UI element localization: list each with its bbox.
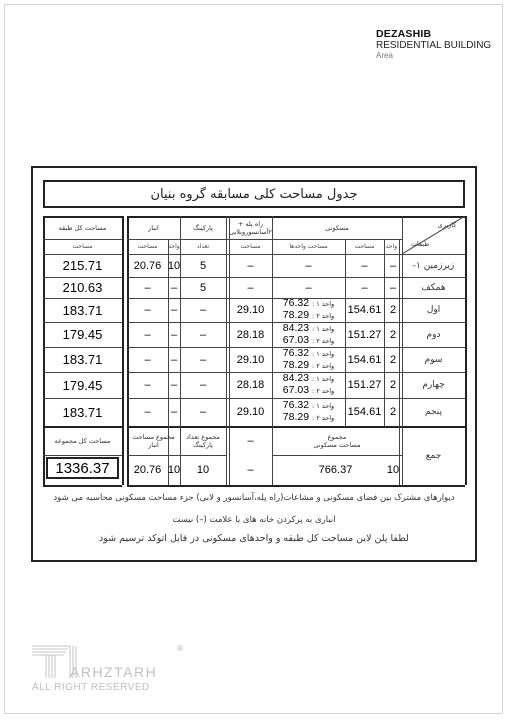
total-floor-cell: 210.63 <box>62 280 103 295</box>
unit-1-area-value: 76.32 <box>282 399 310 411</box>
block-end-main <box>127 485 465 487</box>
block-total-right <box>122 216 124 485</box>
floor-name-cell: زیرزمین ۱- <box>412 260 455 271</box>
registered-mark: ® <box>176 644 184 653</box>
note-2: انباری به پرکردن خانه های با علامت (–) نیست <box>172 515 336 525</box>
res-total-label: مجموع مساحت مسکونی <box>313 432 361 449</box>
unit-areas-cell: – <box>305 281 312 294</box>
unit-areas-cell <box>272 298 345 322</box>
total-floor-cell: 183.71 <box>62 352 103 367</box>
header-storage-area: مساحت <box>137 243 158 250</box>
header-storage: انبار <box>148 223 159 232</box>
floor-name-cell: دوم <box>426 329 441 340</box>
header-count: واحد <box>385 243 398 250</box>
sum-label: جمع <box>425 450 442 461</box>
stairs-total-value: – <box>247 464 254 476</box>
unit-count-cell: 2 <box>389 406 397 418</box>
block-right <box>465 216 467 485</box>
floor-name-cell: سوم <box>424 354 443 365</box>
grand-total-label: مساحت کل مجموعه <box>54 436 111 445</box>
parking-cell: – <box>199 353 207 366</box>
sum-split-total <box>43 455 122 456</box>
unit-1-area-value: 84.23 <box>282 321 310 334</box>
storage-count-cell: 10 <box>167 259 181 272</box>
unit-1-area-label: واحد ۱ : <box>311 402 335 410</box>
storage-count-cell: – <box>170 353 178 366</box>
unit-2-area <box>283 385 334 397</box>
unit-1-area-label: واحد ۱ : <box>311 375 335 383</box>
unit-2-area-label: واحد ۲ : <box>311 387 335 395</box>
unit-count-cell: 2 <box>389 353 397 366</box>
unit-areas-cell: – <box>305 259 312 272</box>
stairs-cell: 28.18 <box>236 328 265 341</box>
logo-rights: ALL RIGHT RESERVED <box>32 682 150 693</box>
unit-count-cell: 2 <box>389 328 397 341</box>
parking-total-value: 10 <box>196 464 210 476</box>
floor-name-cell: همکف <box>421 282 446 293</box>
header-total-area: مساحت <box>72 243 93 250</box>
unit-2-area-value: 78.29 <box>282 411 310 423</box>
stairs-cell: – <box>247 281 254 294</box>
unit-2-area-label: واحد ۲ : <box>311 312 335 320</box>
storage-area-cell: 20.76 <box>133 259 162 272</box>
grand-total-value: 1336.37 <box>46 457 119 479</box>
header-unit-area: مساحت واحدها <box>289 243 328 250</box>
res-area-cell: 154.61 <box>347 353 382 366</box>
storage-count-cell: – <box>170 379 178 391</box>
unit-areas-cell <box>272 347 345 372</box>
res-area-cell: 151.27 <box>347 379 382 391</box>
parking-cell: – <box>199 328 207 341</box>
res-area-cell: – <box>361 259 368 272</box>
stairs-cell: 29.10 <box>236 304 265 316</box>
storage-total-area: 20.76 <box>133 464 162 476</box>
floor-name-cell: اول <box>426 305 441 315</box>
total-floor-cell: 179.45 <box>62 327 103 342</box>
parking-cell: – <box>199 406 207 418</box>
table-title: جدول مساحت کلی مسابقه گروه بنیان <box>43 180 465 208</box>
unit-2-area-value: 67.03 <box>282 333 310 346</box>
unit-2-area <box>283 310 334 322</box>
unit-areas-cell <box>272 398 345 426</box>
parking-cell: 5 <box>199 281 207 294</box>
unit-count-cell: – <box>389 259 397 272</box>
storage-count-cell: – <box>170 328 178 341</box>
project-name: DEZASHIB <box>376 28 432 40</box>
stairs-cell: 29.10 <box>236 353 265 366</box>
unit-1-area-label: واحد ۱ : <box>311 300 335 308</box>
parking-cell: 5 <box>199 259 207 272</box>
parking-cell: – <box>199 304 207 316</box>
units-total-value: 10 <box>386 464 400 476</box>
header-stairs-area: مساحت <box>240 243 261 250</box>
storage-area-cell: – <box>144 328 151 341</box>
sheet-label: Area <box>376 51 393 60</box>
unit-1-area-value: 76.32 <box>282 297 310 309</box>
unit-count-cell: 2 <box>389 379 397 391</box>
storage-area-cell: – <box>144 304 151 316</box>
stairs-cell: – <box>247 259 254 272</box>
unit-2-area <box>283 360 334 372</box>
storage-total-count: 10 <box>167 464 181 476</box>
unit-2-area-value: 67.03 <box>282 384 310 396</box>
unit-count-cell: 2 <box>389 304 397 316</box>
header-floors: طبقات <box>410 240 430 248</box>
note-1: دیوارهای مشترک بین فضای مسکونی و مشاعات(راه پله،آسانسور و لابی) جزء مساحت مسکونی محاسبه می شود <box>53 493 455 503</box>
logo <box>30 642 185 692</box>
unit-areas-cell <box>272 372 345 398</box>
parking-total-label: مجموع تعداد پارکینگ <box>186 432 220 449</box>
unit-2-area-label: واحد ۲ : <box>311 414 335 422</box>
unit-count-cell: – <box>389 281 397 294</box>
storage-total-label: مجموع مساحت انبار <box>132 432 175 449</box>
unit-1-area-value: 76.32 <box>282 346 310 359</box>
res-area-cell: 151.27 <box>347 328 382 341</box>
unit-2-area-value: 78.29 <box>282 309 310 321</box>
stairs-cell: 29.10 <box>236 406 265 418</box>
col-line-2 <box>226 216 227 426</box>
unit-2-area <box>283 335 334 347</box>
title-block <box>376 28 491 61</box>
stairs-cell: 28.18 <box>236 379 265 391</box>
unit-1-area-label: واحد ۱ : <box>311 349 335 358</box>
total-floor-cell: 183.71 <box>62 404 103 420</box>
floor-name-cell: چهارم <box>422 380 445 390</box>
unit-1-area-value: 84.23 <box>282 372 310 384</box>
unit-1-area-label: واحد ۱ : <box>311 324 335 333</box>
unit-2-area <box>283 412 334 424</box>
floor-name-cell: پنجم <box>424 407 443 417</box>
unit-2-area-value: 78.29 <box>282 358 310 371</box>
storage-area-cell: – <box>144 281 151 294</box>
unit-2-area-label: واحد ۲ : <box>311 361 335 370</box>
storage-count-cell: – <box>170 281 178 294</box>
storage-count-cell: – <box>170 406 178 418</box>
parking-cell: – <box>199 379 207 391</box>
res-area-cell: 154.61 <box>347 406 382 418</box>
header-parking-count: تعداد <box>196 243 210 250</box>
res-area-cell: – <box>361 281 368 294</box>
note-3: لطفا پلن لاین مساحت کل طبقه و واحدهای مسکونی در فایل اتوکد ترسیم شود <box>99 533 409 544</box>
header-storage-count: واحد <box>168 243 180 250</box>
sum-col-line-2 <box>226 426 227 485</box>
project-subtitle: RESIDENTIAL BUILDING <box>376 40 492 51</box>
header-parking: پارکینگ <box>193 223 213 232</box>
header-stairs: راه پله + ۲آسانسوروبلابی <box>229 219 272 236</box>
header-res-area: مساحت <box>354 243 375 250</box>
stairs-total-label: – <box>247 434 254 447</box>
unit-2-area-label: واحد ۲ : <box>311 336 335 345</box>
storage-count-cell: – <box>170 304 178 316</box>
storage-area-cell: – <box>144 379 151 391</box>
storage-area-cell: – <box>144 406 151 418</box>
storage-area-cell: – <box>144 353 151 366</box>
logo-brand: ARHZTARH <box>70 664 158 680</box>
block-end-total <box>43 485 122 487</box>
total-floor-cell: 215.71 <box>62 258 103 273</box>
unit-areas-cell <box>272 322 345 347</box>
total-floor-cell: 179.45 <box>62 377 103 393</box>
header-usage: کاربری <box>437 221 457 229</box>
total-floor-cell: 183.71 <box>62 302 103 318</box>
header-residential: مسکونی <box>325 223 349 232</box>
header-total-floor: مساحت کل طبقه <box>58 223 107 232</box>
res-area-cell: 154.61 <box>347 304 382 316</box>
res-total-value: 766.37 <box>318 464 353 476</box>
